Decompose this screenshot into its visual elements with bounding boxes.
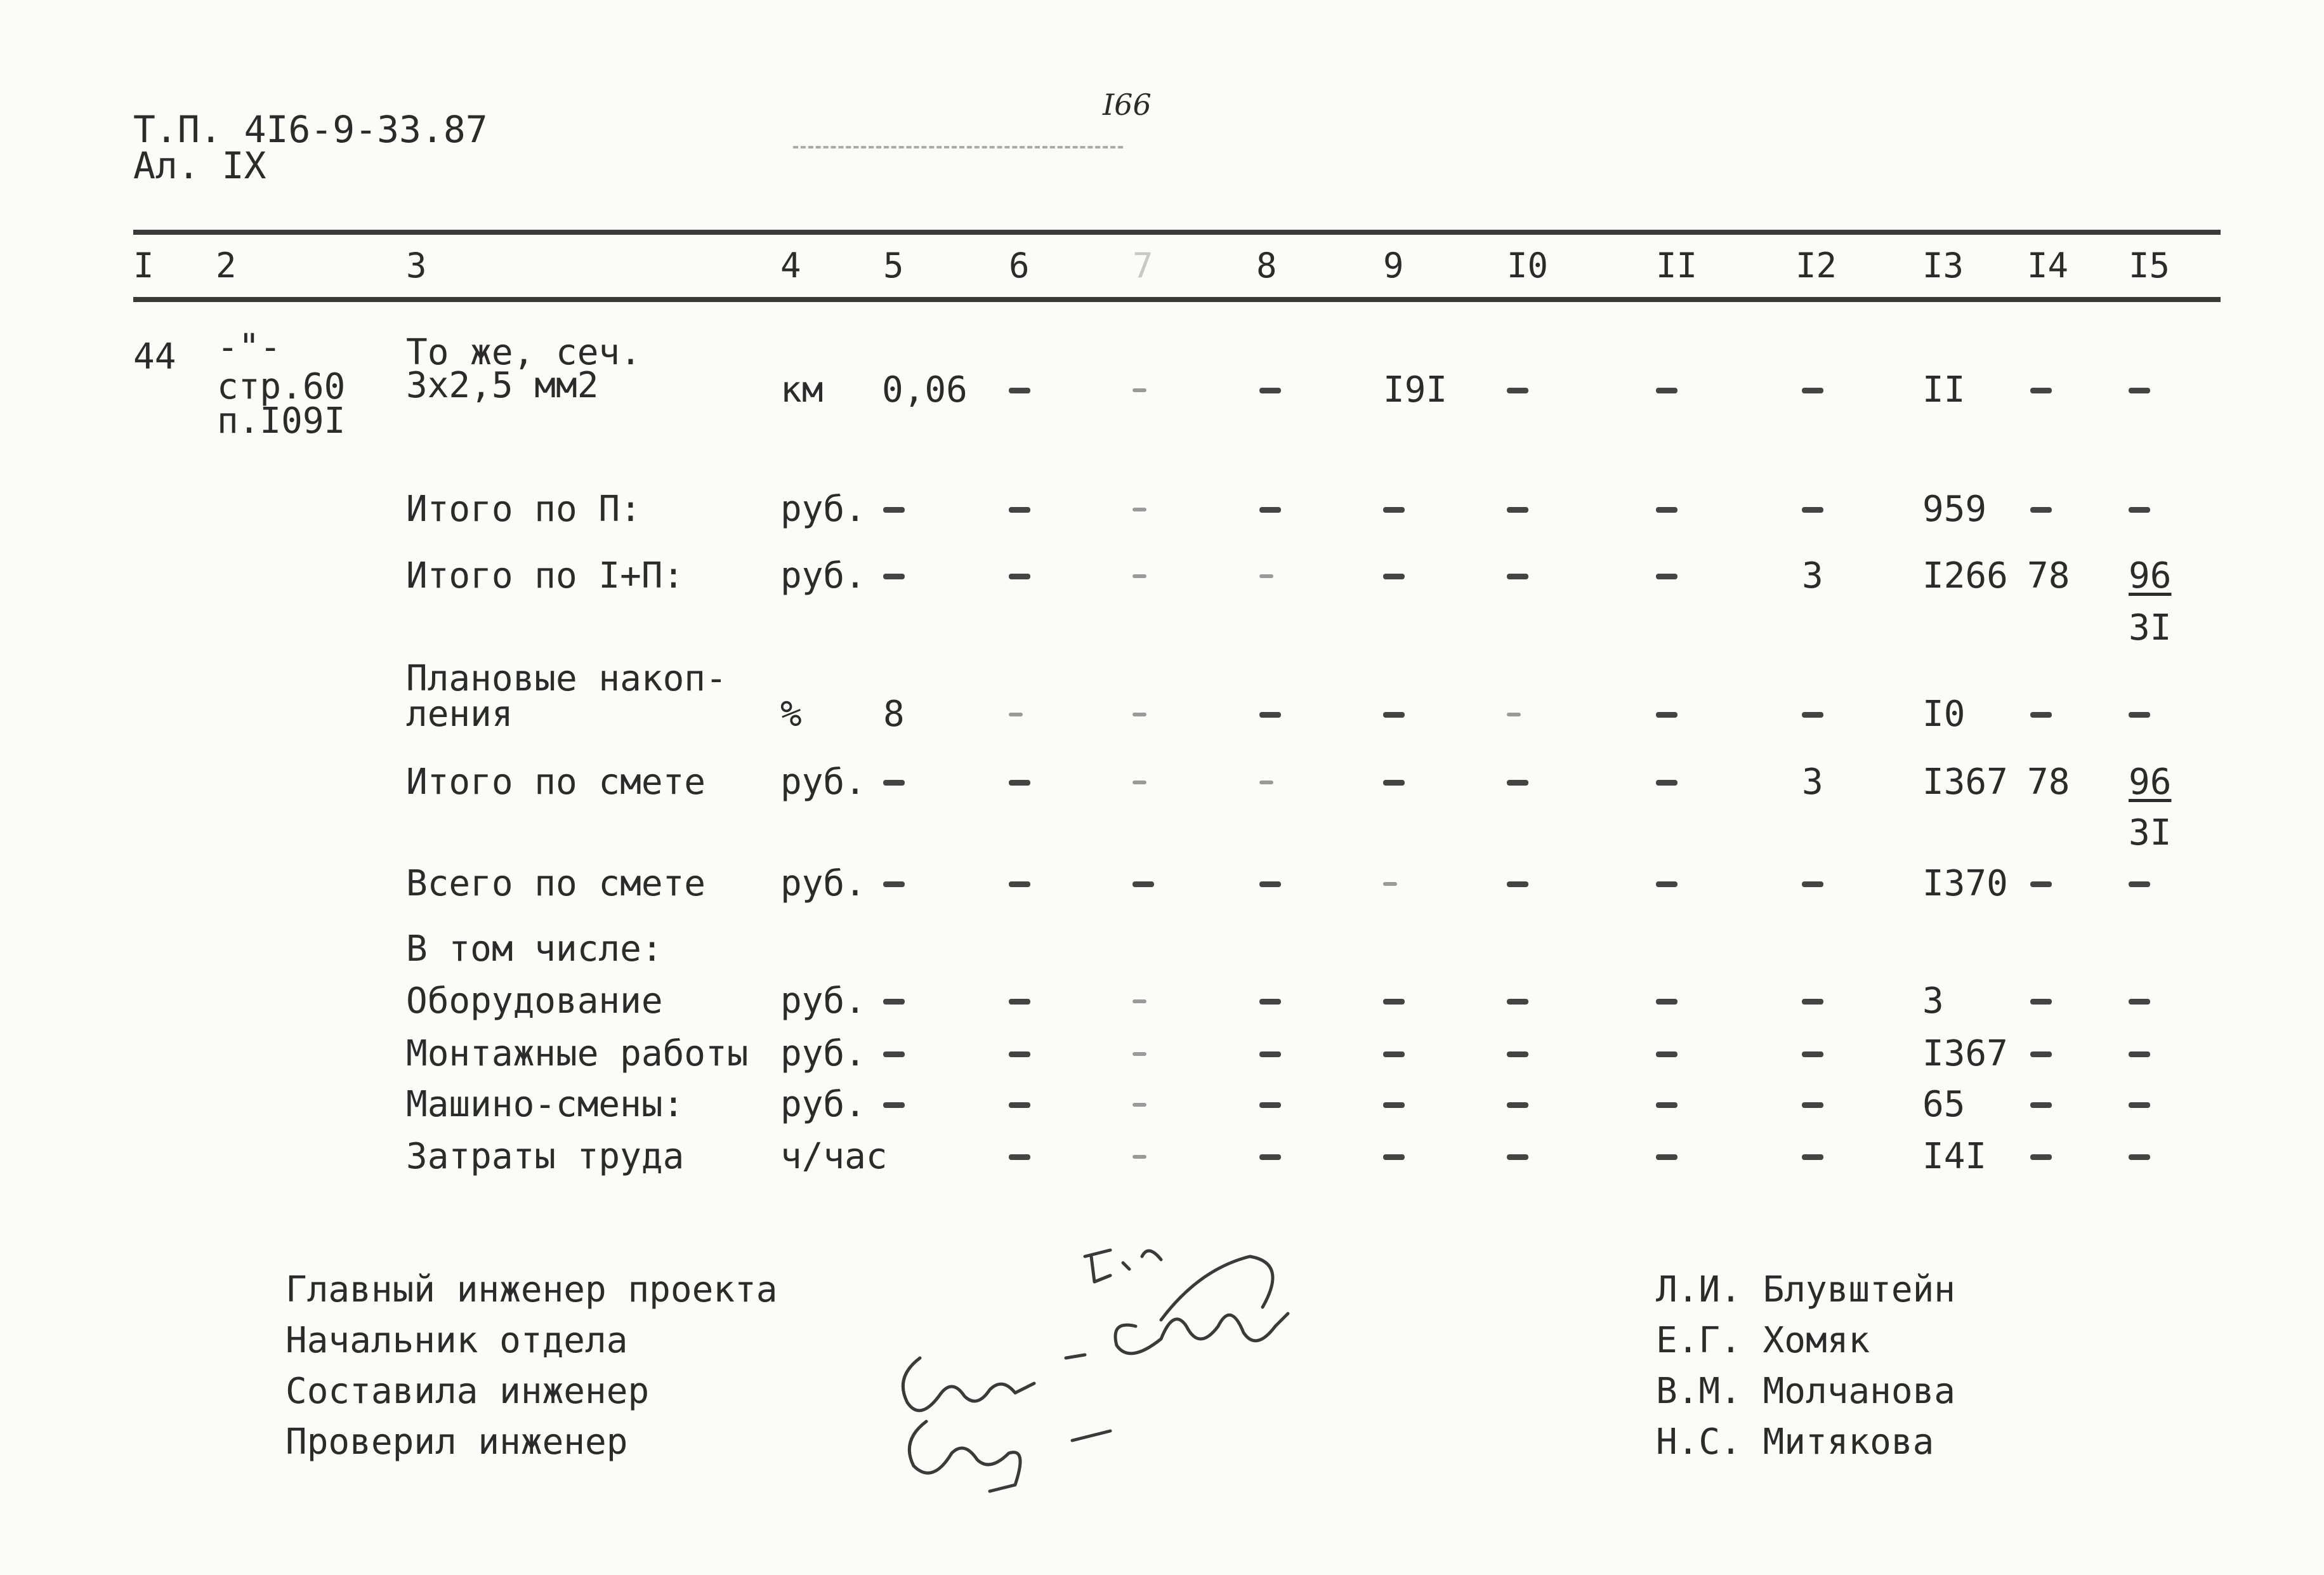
dash bbox=[1009, 574, 1030, 579]
dash bbox=[2129, 712, 2150, 718]
dash bbox=[1507, 574, 1528, 579]
unit: руб. bbox=[780, 761, 866, 803]
dash bbox=[1383, 1154, 1405, 1160]
dash bbox=[1009, 780, 1030, 786]
cell-value: I9I bbox=[1383, 369, 1448, 411]
column-number: 6 bbox=[1009, 246, 1030, 286]
dash bbox=[1656, 712, 1677, 718]
dash bbox=[1802, 999, 1823, 1005]
dash bbox=[1132, 388, 1146, 392]
item-name-line: Итого по П: bbox=[406, 489, 641, 530]
cell-value-numerator: 96 bbox=[2129, 555, 2172, 596]
dash bbox=[2030, 1051, 2052, 1057]
signature-person: Н.С. Митякова bbox=[1656, 1421, 1934, 1463]
dash bbox=[1802, 388, 1823, 393]
quantity: 0,06 bbox=[882, 369, 968, 411]
reference-line: -"- bbox=[217, 327, 282, 368]
dash bbox=[1259, 881, 1281, 887]
dash bbox=[2129, 388, 2150, 393]
cell-value-denominator: 3I bbox=[2129, 812, 2172, 853]
dash bbox=[1132, 999, 1146, 1003]
dash bbox=[1507, 713, 1521, 716]
dash bbox=[1009, 1102, 1030, 1108]
dash bbox=[1259, 574, 1273, 578]
signature-person: В.М. Молчанова bbox=[1656, 1371, 1956, 1412]
dash bbox=[1132, 508, 1146, 511]
item-name-line: В том числе: bbox=[406, 928, 663, 970]
dash bbox=[1132, 781, 1146, 784]
dash bbox=[883, 574, 905, 579]
dash bbox=[1802, 1102, 1823, 1108]
dash bbox=[2030, 388, 2052, 393]
column-number: 8 bbox=[1256, 246, 1277, 286]
column-number: I3 bbox=[1922, 246, 1964, 286]
column-number: I0 bbox=[1507, 246, 1549, 286]
item-name-line: ления bbox=[406, 694, 513, 735]
dash bbox=[1507, 1154, 1528, 1160]
cell-value: 65 bbox=[1922, 1084, 1966, 1125]
cell-value: 3 bbox=[1802, 761, 1823, 803]
signature-person: Л.И. Блувштейн bbox=[1656, 1269, 1956, 1310]
unit: руб. bbox=[780, 980, 866, 1022]
unit: руб. bbox=[780, 555, 866, 596]
dash bbox=[883, 1102, 905, 1108]
position-number: 44 bbox=[133, 336, 176, 378]
signature-role: Составила инженер bbox=[286, 1371, 650, 1412]
signature-role: Главный инженер проекта bbox=[286, 1269, 778, 1310]
cell-value: II bbox=[1922, 369, 1966, 411]
dash bbox=[1656, 999, 1677, 1005]
dash bbox=[2129, 999, 2150, 1005]
page-number-underline bbox=[793, 146, 1123, 148]
unit: руб. bbox=[780, 1033, 866, 1074]
dash bbox=[1383, 882, 1397, 886]
dash bbox=[1009, 713, 1023, 716]
dash bbox=[1656, 1154, 1677, 1160]
dash bbox=[1383, 999, 1405, 1005]
dash bbox=[1259, 999, 1281, 1005]
column-number: I bbox=[133, 246, 154, 286]
item-name-line: 3х2,5 мм2 bbox=[406, 365, 599, 406]
column-number: I5 bbox=[2129, 246, 2170, 286]
dash bbox=[1383, 780, 1405, 786]
dash bbox=[1656, 388, 1677, 393]
dash bbox=[1656, 574, 1677, 579]
dash bbox=[2129, 1154, 2150, 1160]
dash bbox=[1656, 1051, 1677, 1057]
unit: руб. bbox=[780, 863, 866, 904]
cell-value-numerator: 96 bbox=[2129, 761, 2172, 803]
dash bbox=[1009, 881, 1030, 887]
dash bbox=[1259, 781, 1273, 784]
unit: ч/час bbox=[780, 1136, 888, 1177]
dash bbox=[1656, 507, 1677, 513]
dash bbox=[2129, 881, 2150, 887]
dash bbox=[2030, 507, 2052, 513]
dash bbox=[1383, 507, 1405, 513]
dash bbox=[2129, 507, 2150, 513]
unit: руб. bbox=[780, 489, 866, 530]
dash bbox=[1507, 1051, 1528, 1057]
dash bbox=[1132, 1155, 1146, 1159]
dash bbox=[1132, 713, 1146, 716]
item-name-line: Итого по смете bbox=[406, 761, 706, 803]
dash bbox=[883, 881, 905, 887]
dash bbox=[1802, 1051, 1823, 1057]
dash bbox=[883, 780, 905, 786]
dash bbox=[1383, 1102, 1405, 1108]
dash bbox=[2030, 1154, 2052, 1160]
album-number: Ал. IX bbox=[133, 144, 266, 187]
dash bbox=[1656, 881, 1677, 887]
column-number: 7 bbox=[1132, 246, 1153, 286]
dash bbox=[1507, 881, 1528, 887]
dash bbox=[1259, 712, 1281, 718]
dash bbox=[2030, 999, 2052, 1005]
cell-value: I4I bbox=[1922, 1136, 1987, 1177]
page-number: I66 bbox=[1103, 88, 1152, 122]
column-number: I4 bbox=[2027, 246, 2069, 286]
dash bbox=[1383, 1051, 1405, 1057]
item-name-line: Плановые накоп- bbox=[406, 658, 727, 699]
dash bbox=[1656, 1102, 1677, 1108]
dash bbox=[1259, 1051, 1281, 1057]
dash bbox=[1132, 1103, 1146, 1107]
column-number: 4 bbox=[780, 246, 801, 286]
dash bbox=[883, 999, 905, 1005]
dash bbox=[2030, 712, 2052, 718]
column-number: 2 bbox=[216, 246, 237, 286]
reference-line: стр.60 bbox=[217, 366, 346, 407]
handwritten-signatures bbox=[844, 1231, 1415, 1498]
dash bbox=[1507, 999, 1528, 1005]
dash bbox=[1802, 712, 1823, 718]
item-name-line: Машино-смены: bbox=[406, 1084, 685, 1125]
dash bbox=[1383, 574, 1405, 579]
item-name-line: Оборудование bbox=[406, 980, 663, 1022]
dash bbox=[1132, 574, 1146, 578]
dash bbox=[2030, 881, 2052, 887]
dash bbox=[1009, 1154, 1030, 1160]
item-name-line: Всего по смете bbox=[406, 863, 706, 904]
dash bbox=[1132, 1052, 1146, 1056]
dash bbox=[1132, 881, 1154, 887]
item-name-line: Монтажные работы bbox=[406, 1033, 749, 1074]
dash bbox=[1259, 507, 1281, 513]
cell-value: 78 bbox=[2027, 761, 2070, 803]
document-code: Т.П. 4I6-9-33.87 bbox=[133, 108, 488, 151]
quantity: 8 bbox=[883, 694, 905, 735]
unit: руб. bbox=[780, 1084, 866, 1125]
dash bbox=[1802, 1154, 1823, 1160]
dash bbox=[1009, 999, 1030, 1005]
item-name-line: Итого по I+П: bbox=[406, 555, 685, 596]
dash bbox=[1383, 712, 1405, 718]
table-top-rule bbox=[133, 230, 2221, 235]
dash bbox=[2129, 1051, 2150, 1057]
signature-role: Начальник отдела bbox=[286, 1320, 628, 1361]
column-number: 9 bbox=[1383, 246, 1404, 286]
signature-person: Е.Г. Хомяк bbox=[1656, 1320, 1870, 1361]
table-header-rule bbox=[133, 297, 2221, 302]
dash bbox=[1507, 1102, 1528, 1108]
dash bbox=[883, 507, 905, 513]
cell-value: 3 bbox=[1802, 555, 1823, 596]
dash bbox=[1802, 507, 1823, 513]
column-number: 5 bbox=[883, 246, 904, 286]
column-number: I2 bbox=[1796, 246, 1837, 286]
unit: % bbox=[780, 694, 802, 735]
dash bbox=[1507, 388, 1528, 393]
dash bbox=[883, 1051, 905, 1057]
unit: км bbox=[780, 369, 824, 411]
dash bbox=[1009, 507, 1030, 513]
cell-value-denominator: 3I bbox=[2129, 607, 2172, 649]
dash bbox=[2030, 1102, 2052, 1108]
column-number: II bbox=[1656, 246, 1698, 286]
reference-line: п.I09I bbox=[217, 400, 346, 442]
item-name-line: Затраты труда bbox=[406, 1136, 685, 1177]
cell-value: I370 bbox=[1922, 863, 2008, 904]
cell-value: I367 bbox=[1922, 761, 2008, 803]
cell-value: I0 bbox=[1922, 694, 1966, 735]
item-name-line: То же, сеч. bbox=[406, 332, 641, 373]
dash bbox=[1507, 507, 1528, 513]
dash bbox=[1009, 1051, 1030, 1057]
dash bbox=[1507, 780, 1528, 786]
cell-value: 78 bbox=[2027, 555, 2070, 596]
cell-value: I367 bbox=[1922, 1033, 2008, 1074]
cell-value: 3 bbox=[1922, 980, 1944, 1022]
dash bbox=[1259, 388, 1281, 393]
dash bbox=[1656, 780, 1677, 786]
cell-value: I266 bbox=[1922, 555, 2008, 596]
dash bbox=[1009, 388, 1030, 393]
cell-value: 959 bbox=[1922, 489, 1987, 530]
dash bbox=[1259, 1154, 1281, 1160]
dash bbox=[1802, 881, 1823, 887]
signature-role: Проверил инженер bbox=[286, 1421, 628, 1463]
dash bbox=[2129, 1102, 2150, 1108]
column-number: 3 bbox=[406, 246, 427, 286]
dash bbox=[1259, 1102, 1281, 1108]
